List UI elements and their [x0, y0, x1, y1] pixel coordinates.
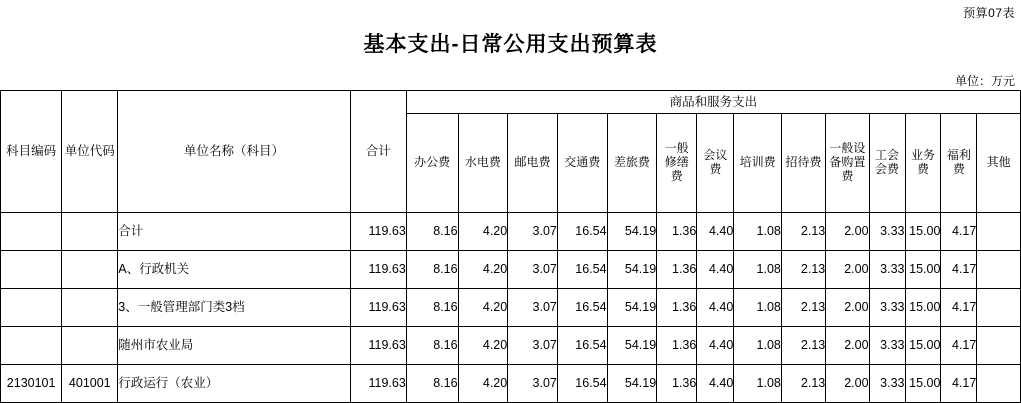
row-unit-code: 401001 [62, 365, 118, 403]
row-value-union: 3.33 [869, 327, 905, 365]
header-sub-transport [557, 114, 607, 213]
row-value-welfare: 4.17 [941, 289, 977, 327]
row-value-equipment: 2.00 [826, 365, 869, 403]
header-sub-post [508, 114, 558, 213]
row-value-training: 1.08 [734, 251, 782, 289]
row-value-other [977, 327, 1021, 365]
row-value-welfare: 4.17 [941, 213, 977, 251]
row-value-hospitality: 2.13 [781, 251, 825, 289]
row-unit-code [62, 251, 118, 289]
header-sub-hospitality [781, 114, 825, 213]
header-col-code: 科目编码 [1, 91, 62, 213]
row-name: 随州市农业局 [118, 327, 351, 365]
row-value-other [977, 289, 1021, 327]
row-value-welfare: 4.17 [941, 365, 977, 403]
header-sub-office [406, 114, 458, 213]
row-value-meeting: 4.40 [697, 365, 734, 403]
row-value-meeting: 4.40 [697, 327, 734, 365]
row-value-office: 8.16 [406, 213, 458, 251]
header-sub-meeting [697, 114, 734, 213]
row-value-repair: 1.36 [657, 213, 697, 251]
header-col-total: 合计 [350, 91, 406, 213]
form-code: 预算07表 [963, 6, 1015, 20]
row-value-hospitality: 2.13 [781, 213, 825, 251]
row-value-post: 3.07 [508, 327, 558, 365]
header-sub-office-label: 办公费 [414, 155, 451, 170]
row-value-travel: 54.19 [607, 251, 657, 289]
row-value-utilities: 4.20 [458, 213, 508, 251]
row-value-business: 15.00 [905, 289, 941, 327]
header-sub-union [869, 114, 905, 213]
row-value-welfare: 4.17 [941, 251, 977, 289]
row-value-other [977, 213, 1021, 251]
row-value-transport: 16.54 [557, 251, 607, 289]
row-value-repair: 1.36 [657, 289, 697, 327]
row-value-post: 3.07 [508, 365, 558, 403]
row-value-office: 8.16 [406, 327, 458, 365]
row-value-union: 3.33 [869, 213, 905, 251]
row-value-equipment: 2.00 [826, 213, 869, 251]
row-value-travel: 54.19 [607, 327, 657, 365]
row-code: 2130101 [1, 365, 62, 403]
row-name: 合计 [118, 213, 351, 251]
row-value-hospitality: 2.13 [781, 327, 825, 365]
header-sub-union-label: 工会会费 [875, 148, 900, 176]
row-value-other [977, 251, 1021, 289]
header-sub-training-label: 培训费 [739, 155, 776, 170]
row-total: 119.63 [350, 213, 406, 251]
header-sub-training [734, 114, 782, 213]
row-value-union: 3.33 [869, 289, 905, 327]
row-value-other [977, 365, 1021, 403]
row-value-meeting: 4.40 [697, 289, 734, 327]
table-row [1, 365, 1021, 403]
header-sub-equipment-label: 一般设备购置费 [829, 141, 866, 183]
row-value-utilities: 4.20 [458, 365, 508, 403]
row-total: 119.63 [350, 327, 406, 365]
row-total: 119.63 [350, 251, 406, 289]
row-value-travel: 54.19 [607, 289, 657, 327]
header-sub-utilities [458, 114, 508, 213]
row-code [1, 327, 62, 365]
row-value-post: 3.07 [508, 213, 558, 251]
row-name: A、行政机关 [118, 251, 351, 289]
header-sub-post-label: 邮电费 [514, 155, 551, 170]
row-value-repair: 1.36 [657, 251, 697, 289]
row-value-union: 3.33 [869, 251, 905, 289]
row-value-business: 15.00 [905, 365, 941, 403]
header-col-unit-name: 单位名称（科目） [118, 91, 351, 213]
row-value-utilities: 4.20 [458, 289, 508, 327]
row-value-transport: 16.54 [557, 213, 607, 251]
row-name: 行政运行（农业） [118, 365, 351, 403]
row-value-welfare: 4.17 [941, 327, 977, 365]
row-code [1, 251, 62, 289]
row-unit-code [62, 289, 118, 327]
row-code [1, 213, 62, 251]
row-value-travel: 54.19 [607, 365, 657, 403]
header-col-unit-code: 单位代码 [62, 91, 118, 213]
header-sub-welfare [941, 114, 977, 213]
row-value-office: 8.16 [406, 365, 458, 403]
row-value-utilities: 4.20 [458, 327, 508, 365]
budget-table [0, 90, 1021, 403]
header-sub-travel [607, 114, 657, 213]
table-row [1, 213, 1021, 251]
row-value-business: 15.00 [905, 327, 941, 365]
header-group-goods-services: 商品和服务支出 [406, 91, 1020, 114]
row-value-post: 3.07 [508, 251, 558, 289]
header-sub-travel-label: 差旅费 [613, 155, 650, 170]
row-unit-code [62, 327, 118, 365]
header-sub-utilities-label: 水电费 [464, 155, 501, 170]
row-value-training: 1.08 [734, 289, 782, 327]
row-name: 3、一般管理部门类3档 [118, 289, 351, 327]
header-sub-transport-label: 交通费 [564, 155, 601, 170]
row-code [1, 289, 62, 327]
header-sub-repair [657, 114, 697, 213]
header-sub-repair-label: 一般修缮费 [664, 141, 689, 183]
table-row [1, 251, 1021, 289]
row-value-training: 1.08 [734, 213, 782, 251]
row-value-post: 3.07 [508, 289, 558, 327]
row-value-business: 15.00 [905, 251, 941, 289]
row-value-equipment: 2.00 [826, 251, 869, 289]
table-header [1, 91, 1021, 213]
row-total: 119.63 [350, 365, 406, 403]
row-value-travel: 54.19 [607, 213, 657, 251]
row-value-transport: 16.54 [557, 365, 607, 403]
header-sub-business [905, 114, 941, 213]
row-value-hospitality: 2.13 [781, 289, 825, 327]
row-value-union: 3.33 [869, 365, 905, 403]
row-value-hospitality: 2.13 [781, 365, 825, 403]
row-value-training: 1.08 [734, 365, 782, 403]
row-value-transport: 16.54 [557, 327, 607, 365]
row-value-office: 8.16 [406, 289, 458, 327]
header-row-group [1, 91, 1021, 114]
row-value-training: 1.08 [734, 327, 782, 365]
row-value-meeting: 4.40 [697, 213, 734, 251]
row-value-equipment: 2.00 [826, 327, 869, 365]
row-total: 119.63 [350, 289, 406, 327]
header-sub-equipment [826, 114, 869, 213]
table-row [1, 289, 1021, 327]
header-sub-business-label: 业务费 [910, 148, 935, 176]
row-value-equipment: 2.00 [826, 289, 869, 327]
page-title: 基本支出-日常公用支出预算表 [363, 33, 658, 56]
header-sub-welfare-label: 福利费 [946, 148, 971, 176]
row-unit-code [62, 213, 118, 251]
header-sub-other-label: 其他 [986, 155, 1011, 170]
header-sub-other [977, 114, 1021, 213]
unit-note: 单位：万元 [954, 74, 1015, 88]
row-value-utilities: 4.20 [458, 251, 508, 289]
row-value-repair: 1.36 [657, 365, 697, 403]
row-value-transport: 16.54 [557, 289, 607, 327]
row-value-repair: 1.36 [657, 327, 697, 365]
header-sub-hospitality-label: 招待费 [785, 155, 822, 170]
row-value-office: 8.16 [406, 251, 458, 289]
table-body [1, 213, 1021, 403]
row-value-meeting: 4.40 [697, 251, 734, 289]
row-value-business: 15.00 [905, 213, 941, 251]
header-sub-meeting-label: 会议费 [703, 148, 728, 176]
table-row [1, 327, 1021, 365]
